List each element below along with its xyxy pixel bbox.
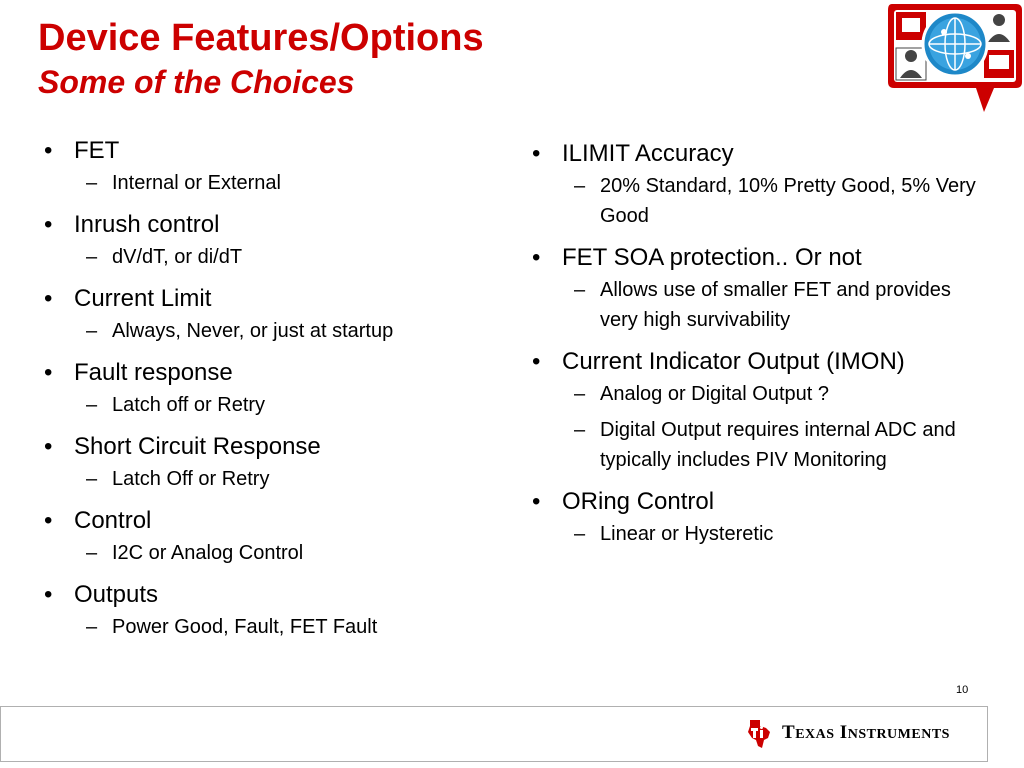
ti-wordmark-exas: EXAS	[795, 727, 835, 742]
bullet-item: • ORing Control	[532, 487, 982, 517]
sub-item: – Internal or External	[44, 168, 494, 198]
bullet-item: • Control	[44, 506, 494, 536]
right-column	[532, 139, 982, 561]
bullet-item: • Current Limit	[44, 284, 494, 314]
sub-item: – I2C or Analog Control	[44, 538, 494, 568]
sub-item: – Always, Never, or just at startup	[44, 316, 494, 346]
sub-item: – dV/dT, or di/dT	[44, 242, 494, 272]
sub-item: – Latch Off or Retry	[44, 464, 494, 494]
bullet-item: • Outputs	[44, 580, 494, 610]
ti-logo-icon	[746, 718, 772, 750]
ti-wordmark-i: I	[839, 722, 848, 743]
collaboration-globe-icon	[884, 0, 1024, 118]
bullet-item: • Inrush control	[44, 210, 494, 240]
sub-item: – Analog or Digital Output ?	[532, 379, 982, 409]
sub-item: – Linear or Hysteretic	[532, 519, 982, 549]
bullet-item: • FET SOA protection.. Or not	[532, 243, 982, 273]
slide-subtitle: Some of the Choices	[38, 64, 355, 100]
bullet-item: • Current Indicator Output (IMON)	[532, 347, 982, 377]
sub-item: – 20% Standard, 10% Pretty Good, 5% Very Good	[532, 171, 982, 231]
bullet-item: • FET	[44, 136, 494, 166]
slide-title: Device Features/Options	[38, 17, 484, 59]
page-number: 10	[956, 684, 969, 696]
bullet-item: • ILIMIT Accuracy	[532, 139, 982, 169]
ti-wordmark-t: T	[782, 722, 796, 743]
sub-item: – Power Good, Fault, FET Fault	[44, 612, 494, 642]
ti-wordmark	[782, 722, 950, 744]
bullet-item: • Fault response	[44, 358, 494, 388]
bullet-item: • Short Circuit Response	[44, 432, 494, 462]
sub-item: – Allows use of smaller FET and provides very high survivability	[532, 275, 982, 335]
sub-item: – Latch off or Retry	[44, 390, 494, 420]
left-column	[44, 136, 494, 654]
sub-item: – Digital Output requires internal ADC and typically includes PIV Monitoring	[532, 415, 982, 475]
ti-wordmark-nstruments: NSTRUMENTS	[847, 727, 950, 742]
